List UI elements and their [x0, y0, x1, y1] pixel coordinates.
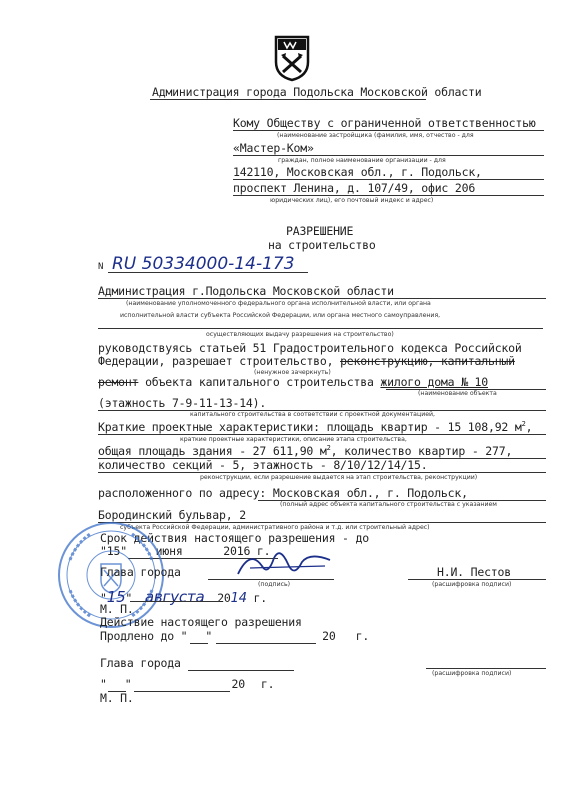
extension-year-suffix: г.	[355, 629, 370, 643]
extension-sign-date	[100, 677, 274, 691]
apartments-count: , количество квартир - 277,	[330, 444, 513, 458]
permit-number-prefix: N	[98, 262, 104, 272]
signature-date-underline	[130, 601, 220, 602]
hint-address-1: (полный адрес объекта капитального строительства с указанием	[280, 501, 497, 508]
extension-hint-decode: (расшифровка подписи)	[432, 670, 512, 677]
recipient-hint-3: юридических лиц), его почтовый индекс и адрес)	[270, 197, 434, 204]
recipient-address-1: 142110, Московская обл., г. Подольск,	[233, 165, 482, 179]
signature-day: 15	[106, 588, 126, 606]
ext-quote-open: "	[100, 677, 107, 691]
characteristics-underline-1	[98, 434, 546, 435]
extension-position: Глава города	[100, 656, 181, 670]
signature-year-prefix: 20	[217, 591, 231, 605]
extension-seal-place: М. П.	[100, 691, 134, 705]
recipient-underline-4	[233, 195, 544, 196]
total-area: общая площадь здания - 27 611,90 м	[98, 444, 327, 458]
body-line-2	[98, 354, 515, 368]
permit-number-underline	[108, 272, 308, 273]
issuer-name: Администрация г.Подольска Московской области	[98, 284, 394, 298]
recipient-underline-2	[233, 155, 544, 156]
recipient-address-2: проспект Ленина, д. 107/49, офис 206	[233, 181, 476, 195]
location-label: расположенного по адресу:	[98, 486, 273, 500]
location-line	[98, 486, 468, 500]
extension-sign-underline	[188, 670, 294, 671]
body-line-3	[98, 375, 488, 389]
signature-year-hand: 14	[230, 591, 247, 606]
recipient-underline-3	[233, 179, 544, 180]
body-line-7: количество секций - 5, этажность - 8/10/12/14/15.	[98, 458, 428, 472]
sup-2: 2	[326, 444, 331, 453]
authority-header: Администрация города Подольска Московской области	[152, 85, 482, 99]
recipient-hint-1: (наименование застройщика (фамилия, имя, отчество - для	[277, 132, 474, 139]
extension-century: 20	[322, 629, 336, 643]
recipient-hint-2: граждан, полное наименование организации - для	[278, 157, 446, 164]
body-line-3-text: объекта капитального строительства	[138, 375, 381, 389]
document-title: РАЗРЕШЕНИЕ	[286, 224, 354, 238]
issuer-underline-1	[98, 298, 546, 299]
handwritten-signature	[230, 544, 340, 584]
authority-underline	[150, 99, 426, 100]
validity-label: Срок действия настоящего разрешения - до	[100, 531, 369, 545]
validity-day: 15	[106, 544, 121, 558]
permit-number: RU 50334000-14-173	[112, 254, 295, 274]
hint-decode: (расшифровка подписи)	[432, 581, 512, 588]
object-name: жилого дома № 10	[380, 375, 488, 389]
hint-signature: (подпись)	[258, 581, 291, 588]
struck-reconstruction: реконструкцию, капитальный	[340, 354, 515, 368]
document-subtitle: на строительство	[268, 238, 376, 252]
coat-of-arms-emblem	[272, 34, 312, 82]
location-value: Московская обл., г. Подольск,	[272, 486, 468, 500]
hint-reconstruction: реконструкции, если разрешение выдается на этап строительства, реконструкции)	[200, 474, 478, 481]
signatory-position: Глава города	[100, 565, 181, 579]
sup-1: 2	[521, 420, 526, 429]
extension-label: Действие настоящего разрешения	[100, 615, 302, 629]
validity-date: "15" июня 2016 г.	[100, 544, 271, 558]
recipient-underline-1	[233, 130, 544, 131]
ext-year-suffix: г.	[260, 677, 275, 691]
location-value-2: Бородинский бульвар, 2	[98, 508, 246, 522]
body-line-5	[98, 420, 532, 434]
body-line-1: руководствуясь статьей 51 Градостроительного кодекса Российской	[98, 341, 522, 355]
struck-repair: ремонт	[98, 375, 139, 389]
extension-day-underline	[190, 643, 208, 644]
body-line-2-text: Федерации, разрешает строительство,	[98, 354, 341, 368]
signature-month: августа	[144, 588, 205, 606]
ext-century: 20	[231, 677, 245, 691]
hint-brief: краткие проектные характеристики, описание этапа строительства,	[180, 436, 407, 443]
signatory-name: Н.И. Пестов	[437, 565, 511, 579]
extension-quote: "	[205, 629, 213, 643]
extension-date	[100, 629, 369, 643]
validity-month: июня	[155, 544, 183, 558]
signature-date: "15" августа 2014 г.	[100, 588, 267, 606]
hint-project: капитального строительства в соответствии с проектной документацией,	[190, 411, 436, 418]
ext-quote-close: "	[124, 677, 132, 691]
recipient-to-line: Кому Обществу с ограниченной ответственностью	[233, 116, 536, 130]
body-line-6	[98, 444, 512, 458]
issuer-underline-2	[98, 328, 543, 329]
extension-prefix: Продлено до "	[100, 629, 188, 643]
comma-1: ,	[525, 420, 533, 434]
ext-month-underline	[134, 691, 230, 692]
name-underline	[408, 579, 546, 580]
hint-address-2: субъекта Российской Федерации, административного района и т.д. или строительный адрес)	[120, 524, 430, 531]
extension-name-underline	[426, 668, 546, 669]
body-line-4: (этажность 7-9-11-13-14).	[98, 396, 267, 410]
signature-year-suffix: г.	[253, 591, 267, 605]
issuer-hint-3: осуществляющих выдачу разрешения на строительство)	[206, 331, 394, 338]
hint-object-name: (наименование объекта	[418, 390, 497, 397]
brief-characteristics: Краткие проектные характеристики: площадь квартир - 15 108,92 м	[98, 420, 522, 434]
issuer-hint-2: исполнительной власти субъекта Российской Федерации, или органа местного самоуправления,	[120, 312, 441, 319]
characteristics-underline-3	[98, 472, 546, 473]
issuer-hint-1: (наименование уполномоченного федерального органа исполнительной власти, или органа	[126, 300, 431, 307]
seal-place: М. П.	[100, 602, 134, 616]
hint-unneeded: (ненужное зачеркнуть)	[254, 369, 331, 376]
extension-month-underline	[216, 643, 316, 644]
recipient-company: «Мастер-Ком»	[233, 141, 314, 155]
validity-year: 2016 г.	[223, 544, 271, 558]
